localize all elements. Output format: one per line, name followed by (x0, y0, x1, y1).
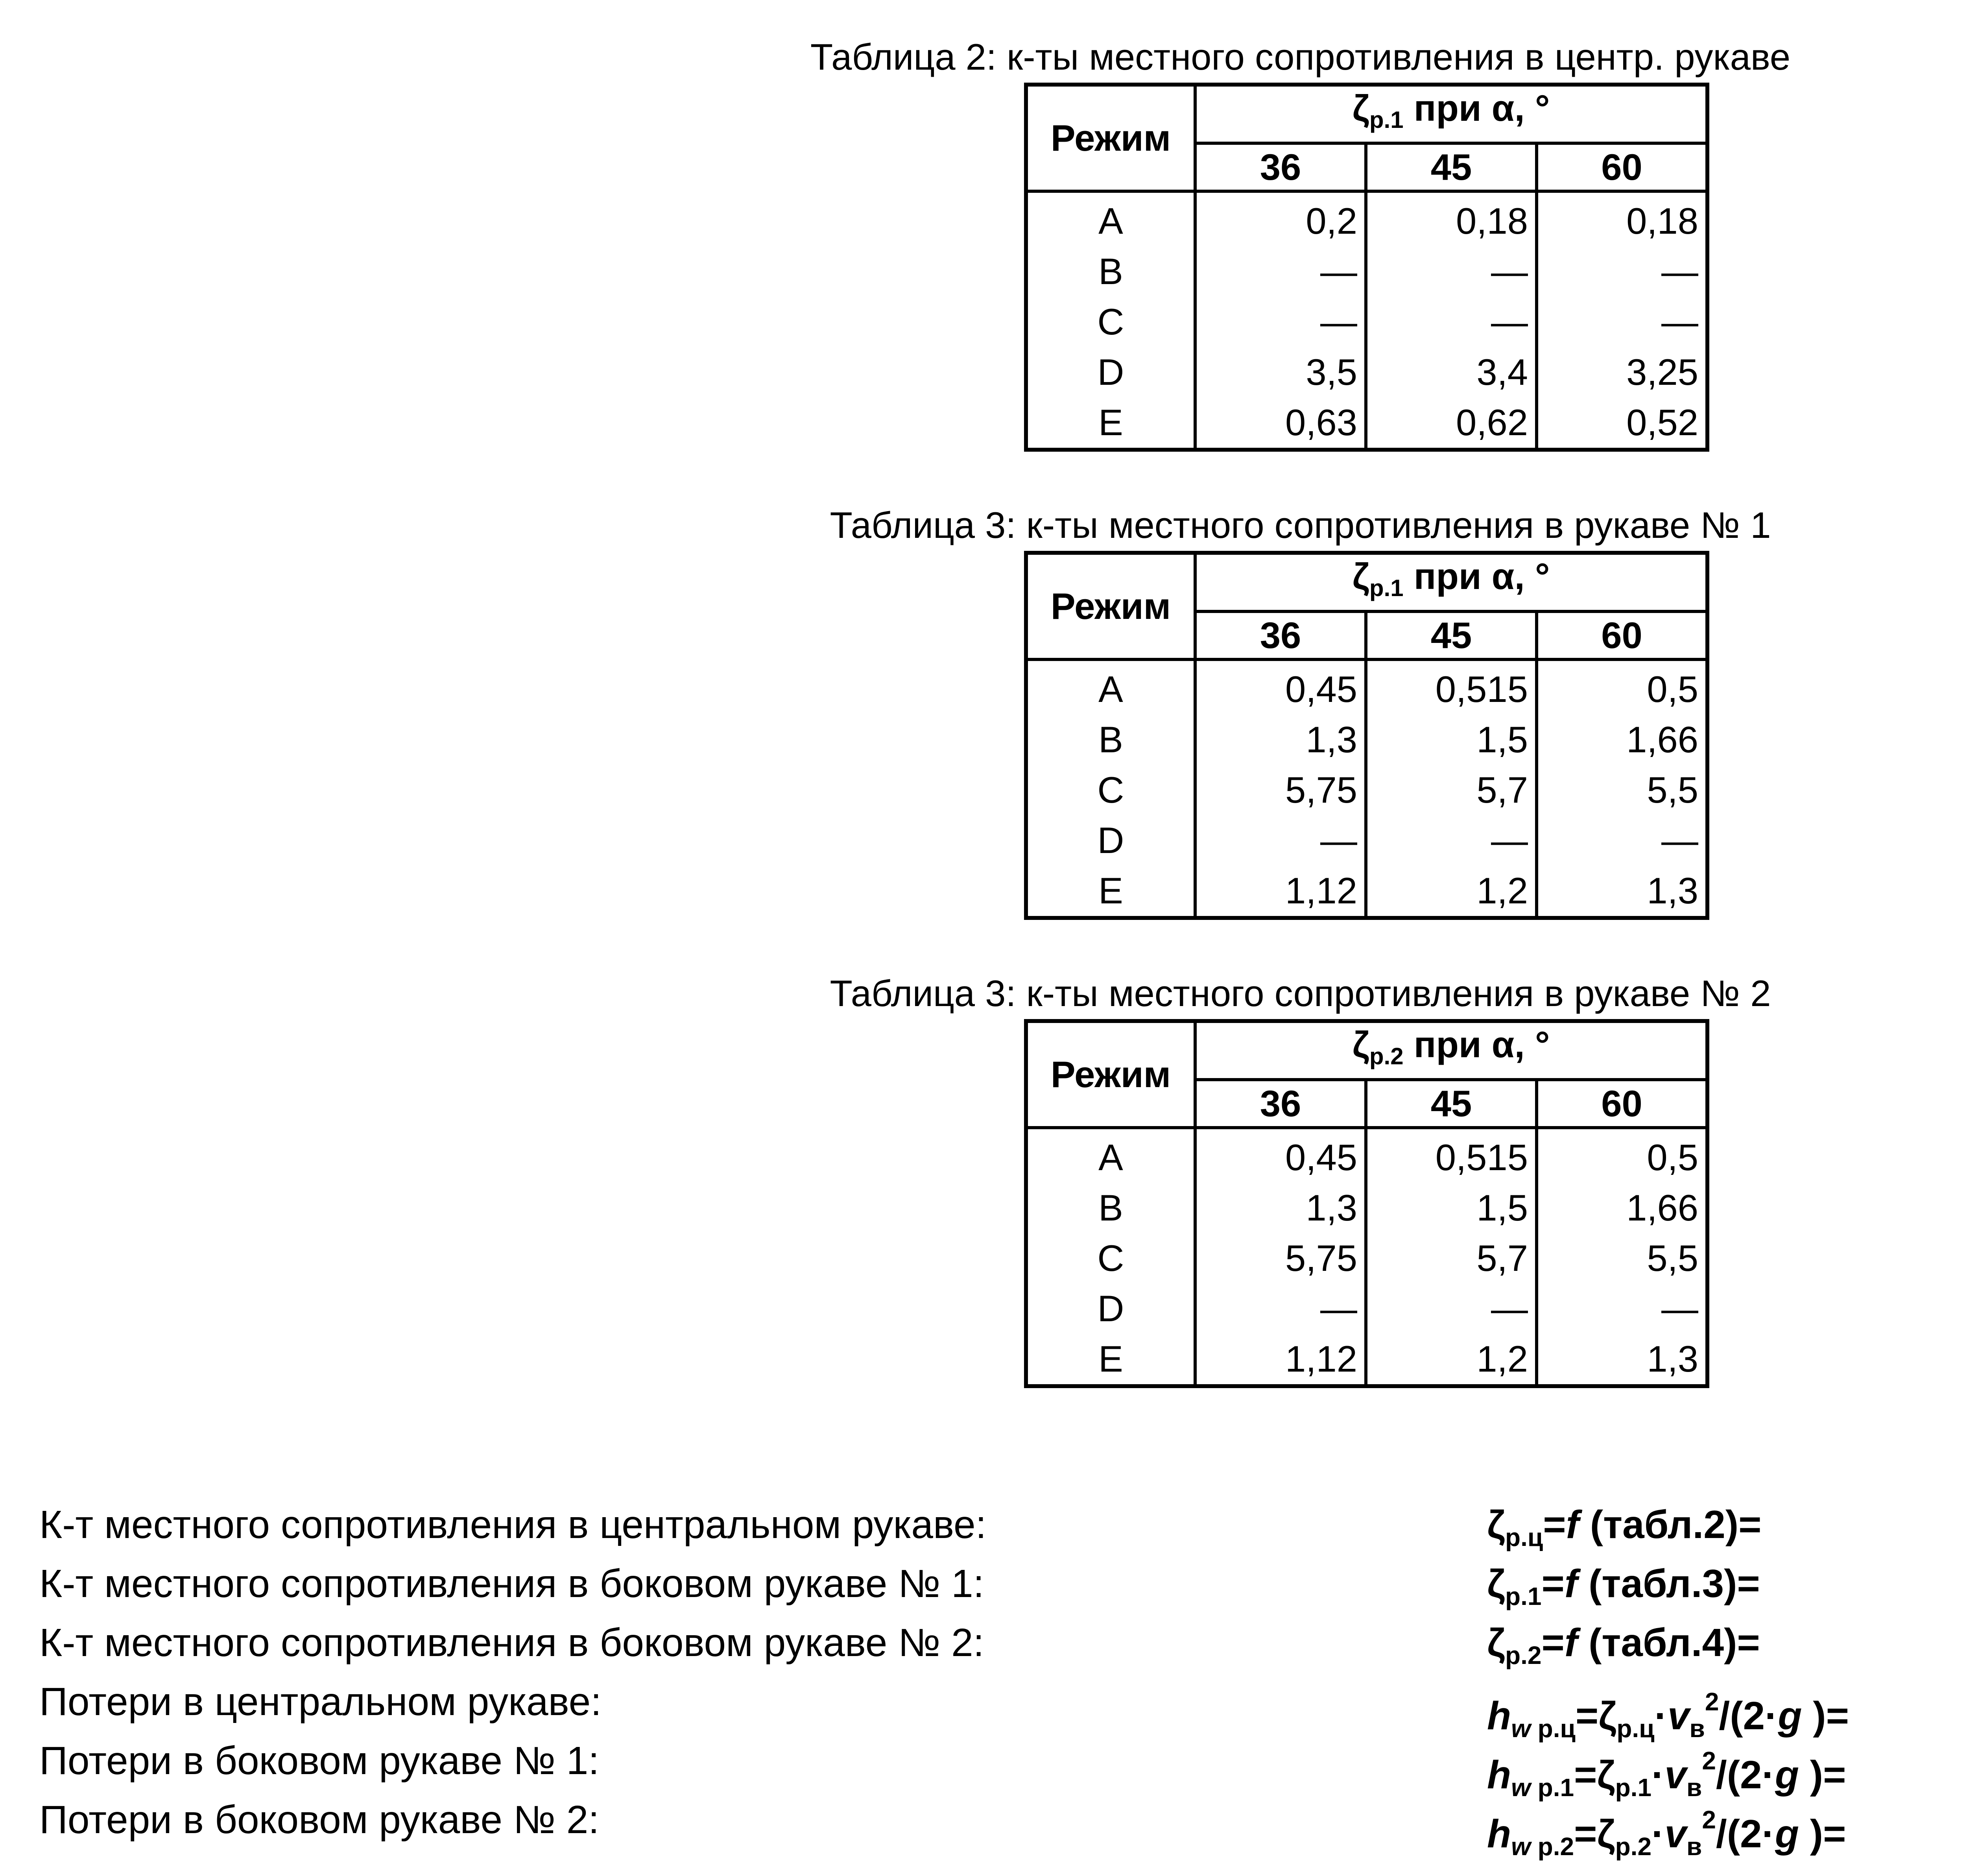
value-cell: 0,515 (1366, 1128, 1537, 1183)
value-cell: — (1366, 1283, 1537, 1334)
result-row (0, 1613, 1967, 1672)
value-cell: 0,45 (1195, 659, 1366, 715)
table-row (1026, 1334, 1707, 1386)
zeta-header: $\zeta_{р.1}$ при α, ° (1195, 85, 1707, 143)
value-cell: — (1537, 246, 1707, 297)
value-cell: 5,7 (1366, 1233, 1537, 1283)
value-cell: 1,12 (1195, 866, 1366, 918)
value-cell: 0,5 (1537, 659, 1707, 715)
value-cell: — (1366, 815, 1537, 866)
value-cell: 0,52 (1537, 397, 1707, 450)
value-cell: 1,5 (1366, 1183, 1537, 1233)
value-cell: 0,45 (1195, 1128, 1366, 1183)
value-cell: 0,18 (1366, 191, 1537, 246)
angle-header: 45 (1366, 143, 1537, 191)
angle-header: 36 (1195, 143, 1366, 191)
result-row (0, 1731, 1967, 1802)
result-formula: $h_{w р.1}=\zeta_{р.1}\cdot v_в^2/(2\cdot g$ )= (1487, 1747, 1846, 1802)
result-formula: $\zeta_{р.2}=f$ (табл.4)= (1487, 1621, 1760, 1669)
angle-header: 45 (1366, 1080, 1537, 1128)
mode-cell: B (1026, 246, 1195, 297)
zeta-header: $\zeta_{р.2}$ при α, ° (1195, 1021, 1707, 1080)
mode-cell: A (1026, 191, 1195, 246)
coefficients-table (1024, 1019, 1709, 1388)
value-cell: 0,2 (1195, 191, 1366, 246)
value-cell: 1,12 (1195, 1334, 1366, 1386)
table-row (1026, 1128, 1707, 1183)
result-formula: $\zeta_{р.ц}=f$ (табл.2)= (1487, 1503, 1762, 1551)
value-cell: — (1537, 1283, 1707, 1334)
mode-cell: A (1026, 1128, 1195, 1183)
table-row (1026, 866, 1707, 918)
value-cell: 1,66 (1537, 1183, 1707, 1233)
mode-header: Режим (1026, 1021, 1195, 1128)
value-cell: 3,5 (1195, 347, 1366, 397)
mode-header: Режим (1026, 553, 1195, 659)
table-row (1026, 1183, 1707, 1233)
mode-cell: E (1026, 1334, 1195, 1386)
angle-header: 36 (1195, 611, 1366, 659)
table-row (1026, 1283, 1707, 1334)
table-caption: Таблица 3: к-ты местного сопротивления в рукаве № 1 (830, 504, 1771, 546)
value-cell: — (1537, 815, 1707, 866)
value-cell: — (1195, 815, 1366, 866)
result-label: К-т местного сопротивления в центральном рукаве: (39, 1503, 987, 1547)
result-row (0, 1672, 1967, 1743)
results-section (0, 1495, 1967, 1861)
mode-cell: B (1026, 715, 1195, 765)
coefficients-table (1024, 551, 1709, 920)
result-row (0, 1790, 1967, 1861)
table-row (1026, 815, 1707, 866)
value-cell: 0,18 (1537, 191, 1707, 246)
value-cell: — (1366, 297, 1537, 347)
result-label: К-т местного сопротивления в боковом рукаве № 2: (39, 1621, 984, 1665)
angle-header: 60 (1537, 1080, 1707, 1128)
value-cell: 1,3 (1537, 866, 1707, 918)
table-caption: Таблица 3: к-ты местного сопротивления в рукаве № 2 (830, 973, 1771, 1014)
value-cell: 1,2 (1366, 866, 1537, 918)
result-label: Потери в боковом рукаве № 1: (39, 1739, 600, 1783)
value-cell: 0,62 (1366, 397, 1537, 450)
value-cell: 0,515 (1366, 659, 1537, 715)
table-row (1026, 765, 1707, 815)
angle-header: 45 (1366, 611, 1537, 659)
mode-cell: B (1026, 1183, 1195, 1233)
mode-cell: C (1026, 765, 1195, 815)
table-row (1026, 715, 1707, 765)
value-cell: 1,66 (1537, 715, 1707, 765)
zeta-header: $\zeta_{р.1}$ при α, ° (1195, 553, 1707, 611)
value-cell: — (1195, 246, 1366, 297)
angle-header: 60 (1537, 611, 1707, 659)
value-cell: 5,5 (1537, 765, 1707, 815)
table-row (1026, 659, 1707, 715)
result-formula: $\zeta_{р.1}=f$ (табл.3)= (1487, 1562, 1760, 1610)
mode-cell: C (1026, 1233, 1195, 1283)
table-row (1026, 297, 1707, 347)
result-label: К-т местного сопротивления в боковом рукаве № 1: (39, 1562, 984, 1606)
value-cell: 5,75 (1195, 1233, 1366, 1283)
value-cell: 5,75 (1195, 765, 1366, 815)
value-cell: 1,3 (1195, 715, 1366, 765)
mode-cell: C (1026, 297, 1195, 347)
table-row (1026, 397, 1707, 450)
table-row (1026, 347, 1707, 397)
value-cell: — (1366, 246, 1537, 297)
value-cell: — (1195, 1283, 1366, 1334)
mode-cell: D (1026, 347, 1195, 397)
value-cell: 3,25 (1537, 347, 1707, 397)
table-row (1026, 1233, 1707, 1283)
mode-cell: D (1026, 815, 1195, 866)
result-row (0, 1495, 1967, 1554)
value-cell: 5,7 (1366, 765, 1537, 815)
table-row (1026, 246, 1707, 297)
value-cell: 0,63 (1195, 397, 1366, 450)
result-label: Потери в боковом рукаве № 2: (39, 1798, 600, 1842)
result-label: Потери в центральном рукаве: (39, 1680, 602, 1724)
value-cell: 1,5 (1366, 715, 1537, 765)
value-cell: 0,5 (1537, 1128, 1707, 1183)
value-cell: 3,4 (1366, 347, 1537, 397)
mode-cell: E (1026, 866, 1195, 918)
value-cell: 5,5 (1537, 1233, 1707, 1283)
table-caption: Таблица 2: к-ты местного сопротивления в центр. рукаве (810, 36, 1791, 78)
angle-header: 36 (1195, 1080, 1366, 1128)
mode-cell: E (1026, 397, 1195, 450)
result-formula: $h_{w р.ц}=\zeta_{р.ц}\cdot v_в^2/(2\cdot g$ )= (1487, 1688, 1849, 1743)
angle-header: 60 (1537, 143, 1707, 191)
coefficients-table (1024, 83, 1709, 452)
mode-header: Режим (1026, 85, 1195, 191)
result-formula: $h_{w р.2}=\zeta_{р.2}\cdot v_в^2/(2\cdot g$ )= (1487, 1806, 1846, 1861)
mode-cell: D (1026, 1283, 1195, 1334)
value-cell: — (1195, 297, 1366, 347)
value-cell: — (1537, 297, 1707, 347)
value-cell: 1,3 (1537, 1334, 1707, 1386)
value-cell: 1,2 (1366, 1334, 1537, 1386)
value-cell: 1,3 (1195, 1183, 1366, 1233)
mode-cell: A (1026, 659, 1195, 715)
result-row (0, 1554, 1967, 1613)
table-row (1026, 191, 1707, 246)
